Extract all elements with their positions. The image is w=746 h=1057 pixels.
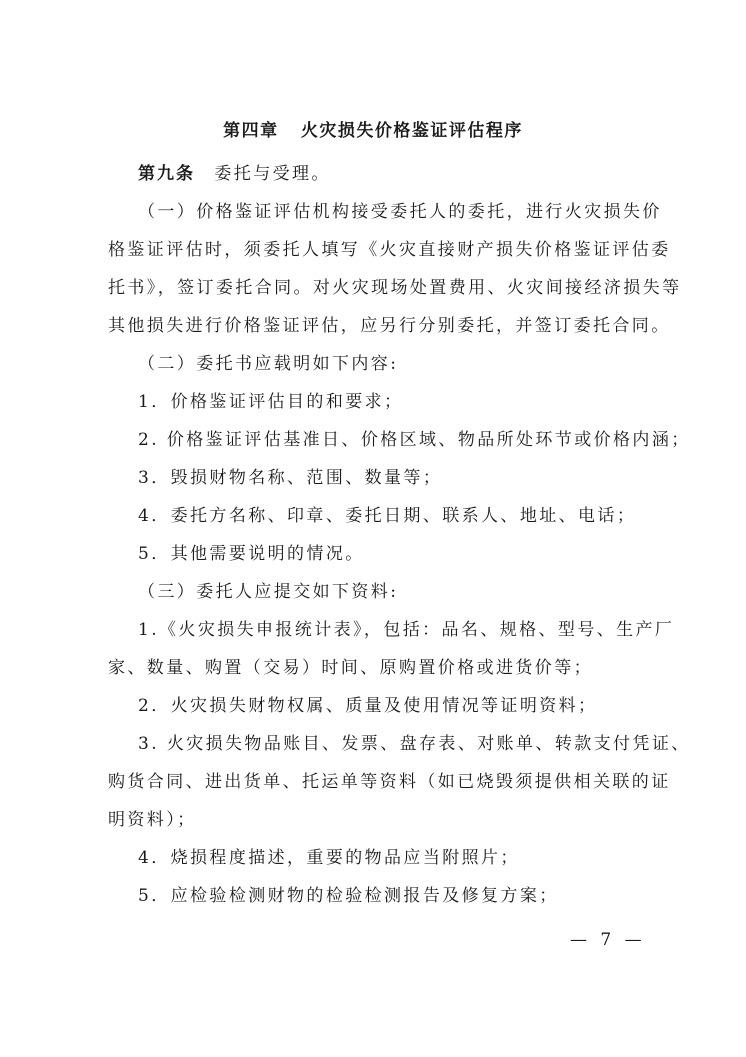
list-item-continuation: 购货合同、进出货单、托运单等资料（如已烧毁须提供相关联的证 <box>108 772 671 792</box>
list-item: 1.《火灾损失申报统计表》，包括：品名、规格、型号、生产厂 <box>138 620 675 640</box>
section-heading: （三）委托人应提交如下资料: <box>138 582 399 602</box>
list-item: 3. 火灾损失物品账目、发票、盘存表、对账单、转款支付凭证、 <box>138 734 691 754</box>
list-item-continuation: 明资料）； <box>108 810 197 830</box>
paragraph-line: 其他损失进行价格鉴证评估，应另行分别委托，并签订委托合同。 <box>108 316 671 336</box>
article-heading: 第九条 <box>138 164 195 184</box>
list-item: 5．其他需要说明的情况。 <box>138 544 365 564</box>
list-item: 2. 价格鉴证评估基准日、价格区域、物品所处环节或价格内涵； <box>138 430 691 450</box>
list-item: 5．应检验检测财物的检验检测报告及修复方案； <box>138 886 559 906</box>
article-topic: 委托与受理。 <box>214 164 331 184</box>
list-item: 2．火灾损失财物权属、质量及使用情况等证明资料； <box>138 696 598 716</box>
paragraph-line: 托书》，签订委托合同。对火灾现场处置费用、火灾间接经济损失等 <box>108 278 682 298</box>
page-number: — 7 — <box>570 930 646 950</box>
list-item: 4．委托方名称、印章、委托日期、联系人、地址、电话； <box>138 506 637 526</box>
section-heading: （二）委托书应载明如下内容: <box>138 354 399 374</box>
list-item: 1．价格鉴证评估目的和要求； <box>138 392 404 412</box>
paragraph-line: 格鉴证评估时，须委托人填写《火灾直接财产损失价格鉴证评估委 <box>108 240 671 260</box>
list-item: 4．烧损程度描述，重要的物品应当附照片； <box>138 848 520 868</box>
paragraph-line: （一）价格鉴证评估机构接受委托人的委托，进行火灾损失价 <box>138 202 662 222</box>
list-item: 3．毁损财物名称、范围、数量等； <box>138 468 443 488</box>
article-line <box>138 164 331 184</box>
list-item-continuation: 家、数量、购置（交易）时间、原购置价格或进货价等； <box>108 658 593 678</box>
chapter-title: 第四章 火灾损失价格鉴证评估程序 <box>223 121 523 141</box>
